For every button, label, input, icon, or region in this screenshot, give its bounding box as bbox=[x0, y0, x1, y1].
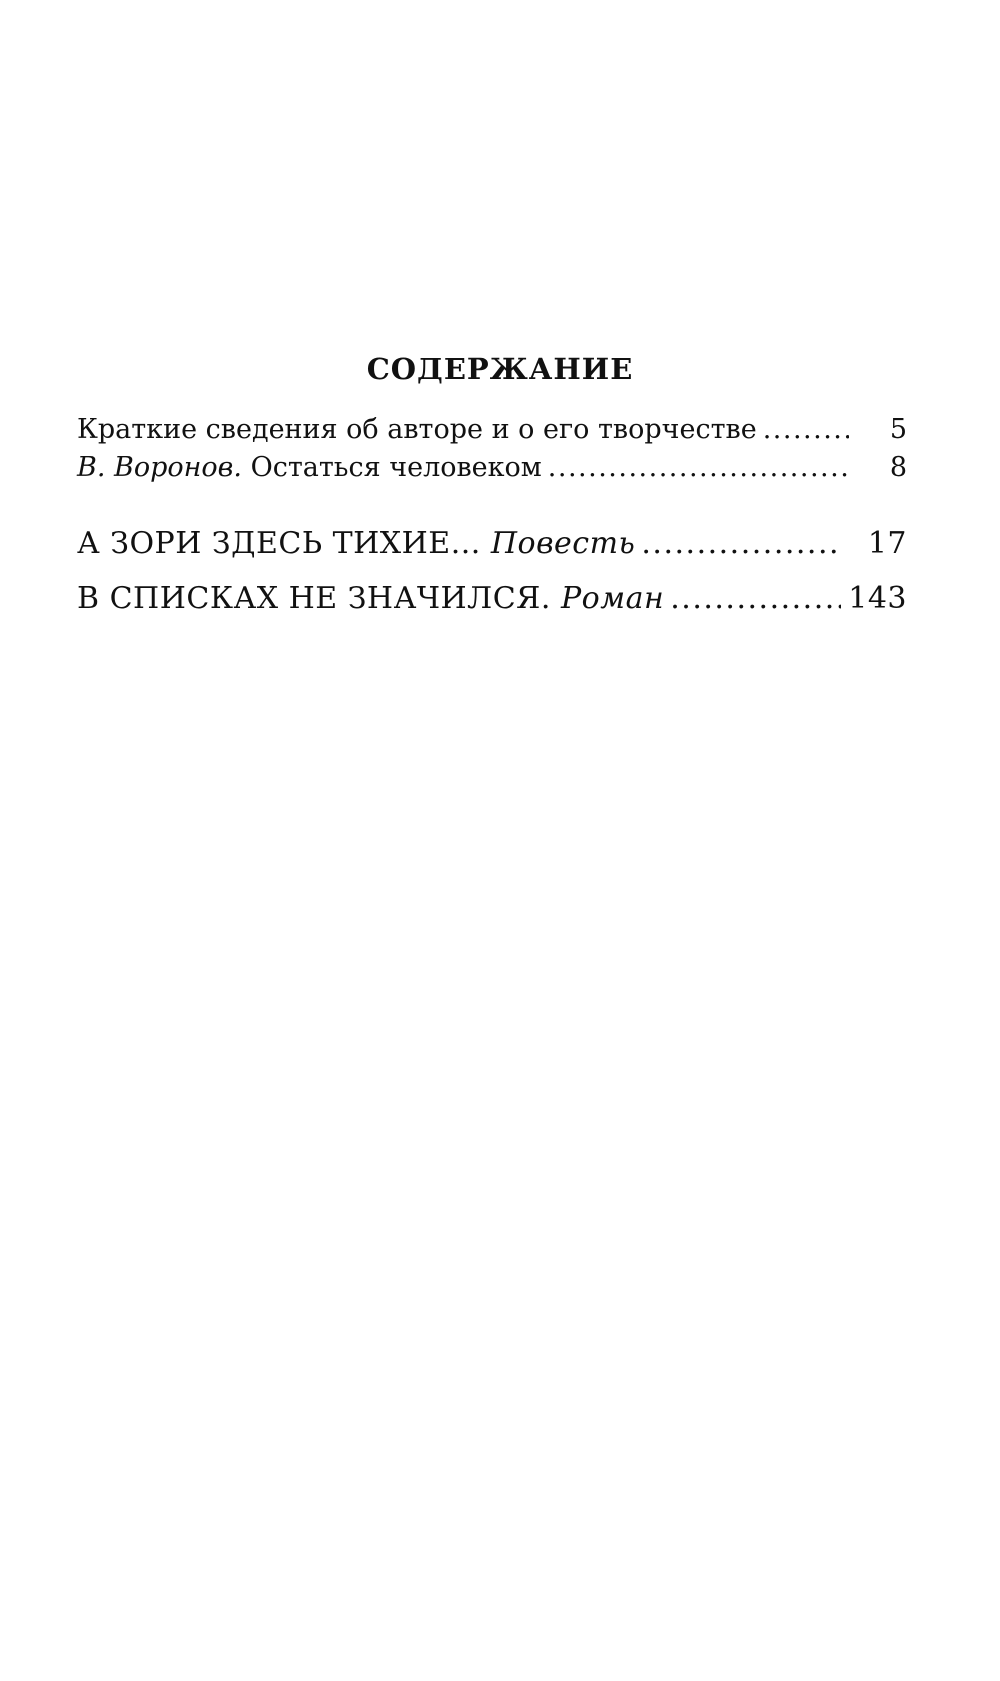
dot-leader bbox=[548, 452, 849, 483]
toc-entry-page-number: 8 bbox=[889, 452, 907, 483]
dot-leader bbox=[763, 414, 849, 445]
toc-entry-v-spiskakh-ne-znachilsya bbox=[77, 581, 907, 616]
toc-entry-title: А ЗОРИ ЗДЕСЬ ТИХИЕ... bbox=[77, 526, 481, 561]
toc-entry-title: Краткие сведения об авторе и о его творчестве bbox=[77, 414, 757, 445]
toc-entry-label bbox=[77, 581, 664, 616]
toc-title: СОДЕРЖАНИЕ bbox=[366, 352, 634, 386]
toc-entry-title: Остаться человеком bbox=[250, 452, 542, 483]
toc-entry-page-number: 143 bbox=[848, 581, 907, 616]
toc-entry-voronov-essay bbox=[77, 452, 907, 483]
toc-entry-label bbox=[77, 414, 757, 445]
toc-entry-label bbox=[77, 452, 542, 483]
toc-entry-genre: Повесть bbox=[490, 526, 636, 561]
toc-entry-about-author bbox=[77, 414, 907, 445]
dot-leader bbox=[670, 581, 841, 616]
toc-entry-label bbox=[77, 526, 635, 561]
toc-entry-author: В. Воронов. bbox=[77, 452, 242, 483]
toc-entry-title: В СПИСКАХ НЕ ЗНАЧИЛСЯ. bbox=[77, 581, 551, 616]
toc-entry-page-number: 17 bbox=[867, 526, 907, 561]
toc-entry-page-number: 5 bbox=[889, 414, 907, 445]
dot-leader bbox=[641, 526, 841, 561]
toc-entry-genre: Роман bbox=[560, 581, 665, 616]
toc-entry-zori-zdes-tikhie bbox=[77, 526, 907, 561]
